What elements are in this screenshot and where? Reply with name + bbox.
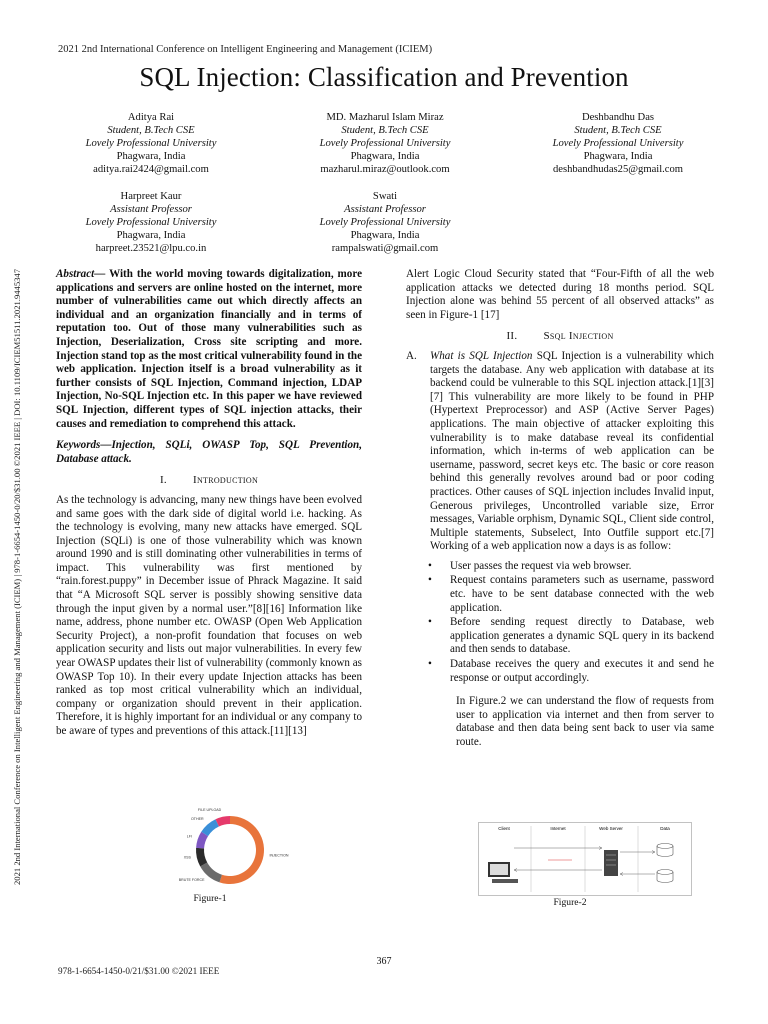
subsection-heading: What is SQL Injection <box>430 349 533 362</box>
author-location: Phagwara, India <box>350 151 420 162</box>
list-item-text: Request contains parameters such as username, password etc. have to be sent database connected with the web application. <box>450 574 714 614</box>
author-location: Phagwara, India <box>116 151 186 162</box>
abstract-label: Abstract— <box>56 268 106 280</box>
author-role: Student, B.Tech CSE <box>341 125 429 136</box>
lane-label-web-server: Web Server <box>599 826 623 831</box>
donut-label: FILE UPLOAD <box>197 807 222 812</box>
figure-2-flow-diagram <box>478 822 692 896</box>
lane-label-client: Client <box>498 826 510 831</box>
section-number: I. <box>159 474 167 487</box>
author-org: Lovely Professional University <box>552 138 684 149</box>
lane-label-internet: Internet <box>550 826 566 831</box>
author-location: Phagwara, India <box>116 230 186 241</box>
list-item-text: Database receives the query and executes it and send he response or output accordingly. <box>450 658 714 684</box>
author-email: aditya.rai2424@gmail.com <box>93 164 209 175</box>
subsection-a-text <box>430 350 714 554</box>
paper-title: SQL Injection: Classification and Prevention <box>139 62 629 92</box>
author-name: Aditya Rai <box>127 112 175 123</box>
author-4 <box>36 190 266 255</box>
abstract-text: With the world moving towards digitalization, more applications and servers are online hosted on the internet, more number of vulnerabilities came out which directly affects an individual and an organization financially and in terms of reputation too. Out of those many vulnerabilities such as Injection, Deserialization, Cross site scripting and more. Injection stand top as the most critical vulnerability found in the web application. Injection itself is a broad vulnerability as it further consists of SQL Injection, Command injection, LDAP Injection, No-SQL Injection etc. In this paper we have reviewed SQL Injection, different types of SQL injection attacks, their causes and remediation to comprehend this attack. <box>56 268 362 430</box>
author-1 <box>36 111 266 176</box>
web-server-icon <box>604 850 618 876</box>
donut-label: BRUTE FORCE <box>178 877 205 882</box>
author-email: mazharul.miraz@outlook.com <box>320 164 450 175</box>
list-item-text: Before sending request directly to Database, web application generates a dynamic SQL query in its backend and then sends to database. <box>450 616 714 656</box>
author-role: Assistant Professor <box>110 204 192 215</box>
author-email: rampalswati@gmail.com <box>331 243 439 254</box>
author-name: Swati <box>372 191 398 202</box>
lane-label-data: Data <box>660 826 670 831</box>
intro-paragraph: As the technology is advancing, many new things have been evolved and same goes with the dark side of digital world i.e. hacking. As the technology is evolving, many new attacks have emerged. SQL Injection (SQLi) is one of those vulnerability which was known around 1990 and is still dominating other vulnerabilities in terms of impact. This vulnerability was first mentioned by “rain.forest.puppy” in December issue of Phrack Magazine. It said that “A Microsoft SQL server is possibly showing sensitive data through the input given by a normal user.”[8][16] Information like name, address, phone number etc. OWASP (Open Web Application Security Project), a non-profit foundation that focuses on web application security and lists out major vulnerabilities. In every few year OWASP updates their list of vulnerability (commonly known as OWASP Top 10). In their every update Injection attacks has been ranked as top most critical vulnerability which an individual, company or organization should prevent in their application. Therefore, it is highly important for an individual or any company to be aware of types and preventions of this attack.[11][13] <box>56 493 362 737</box>
author-role: Student, B.Tech CSE <box>574 125 662 136</box>
subsection-body: SQL Injection is a vulnerability which targets the database. Any web application with database at its backend could be vulnerable to this SQL injection attack.[1][3][7] This vulnerability are more likely to be found in PHP (Hypertext Preprocessor) and ASP (Active Server Pages) applications. The main objective of attacker exploiting this vulnerability is to make database reveal its confidential information, which in-terms of web application can be username, password, secret keys etc. The basic or core reason behind this generally revolves around bad or poor coding practices. Other causes of SQL injection includes Invalid input, Generous privileges, Uncontrolled variable size, Error messages, Variable orphism, Dynamic SQL, Client side control, Multiple statements, Subselect, Into Outfile support etc.[7] Working of a web application now a days is as follow: <box>430 349 714 553</box>
list-item <box>428 658 714 685</box>
bullet-icon: • <box>428 559 432 572</box>
right-intro-paragraph: Alert Logic Cloud Security stated that “Four-Fifth of all the web application attacks we detected during 18 months period. SQL Injection alone was behind 55 percent of all observed attacks” as seen in Figure-1 [17] <box>406 268 714 321</box>
author-location: Phagwara, India <box>350 230 420 241</box>
figure-1-donut-chart <box>160 807 289 892</box>
donut-label: LFI <box>186 834 192 839</box>
author-3 <box>503 111 733 176</box>
subsection-label: A. <box>406 349 417 362</box>
left-column <box>56 268 362 739</box>
author-org: Lovely Professional University <box>85 138 217 149</box>
author-org: Lovely Professional University <box>319 138 451 149</box>
subsection-a <box>406 350 714 554</box>
author-5 <box>270 190 500 255</box>
abstract <box>56 268 362 431</box>
author-org: Lovely Professional University <box>319 217 451 228</box>
author-name: Harpreet Kaur <box>120 191 182 202</box>
list-item-text: User passes the request via web browser. <box>450 559 632 572</box>
author-2 <box>270 111 500 176</box>
section-number: II. <box>506 330 518 343</box>
author-role: Assistant Professor <box>344 204 426 215</box>
author-role: Student, B.Tech CSE <box>107 125 195 136</box>
conference-header: 2021 2nd International Conference on Intelligent Engineering and Management (ICIEM) <box>58 44 433 55</box>
author-location: Phagwara, India <box>583 151 653 162</box>
section-title: Introduction <box>192 474 259 487</box>
right-column <box>406 268 714 750</box>
footer-copyright: 978-1-6654-1450-0/21/$31.00 ©2021 IEEE <box>58 966 220 976</box>
author-email: harpreet.23521@lpu.co.in <box>95 243 207 254</box>
author-name: Deshbandhu Das <box>581 112 655 123</box>
figure-1-caption: Figure-1 <box>193 893 227 904</box>
bullet-icon: • <box>428 658 432 671</box>
figure-2-caption: Figure-2 <box>553 897 587 908</box>
section-heading-sql-injection <box>406 330 714 344</box>
donut-label: INJECTION <box>269 853 289 858</box>
list-item <box>428 574 714 615</box>
author-org: Lovely Professional University <box>85 217 217 228</box>
keywords: Keywords—Injection, SQLi, OWASP Top, SQL Prevention, Database attack. <box>56 439 362 465</box>
donut-slice-injection <box>219 816 264 884</box>
list-item <box>428 616 714 657</box>
list-item <box>428 559 714 574</box>
figure-2-description: In Figure.2 we can understand the flow of requests from user to application via internet and then from server to database and then data being sent back to user via same route. <box>456 695 714 748</box>
donut-label: XSS <box>183 855 191 860</box>
page-number: 367 <box>376 956 392 967</box>
section-title: Ssql Injection <box>543 330 614 343</box>
section-heading-introduction <box>56 474 362 488</box>
bullet-icon: • <box>428 616 432 629</box>
author-name: MD. Mazharul Islam Miraz <box>326 112 444 123</box>
bullet-icon: • <box>428 574 432 587</box>
author-email: deshbandhudas25@gmail.com <box>552 164 684 175</box>
side-doi-note: 2021 2nd International Conference on Intelligent Engineering and Management (ICIEM) | 978-1-6654-1450-0/20/$31.00 ©2021 IEEE | DOI: 10.1109/ICIEM51511.2021.9445347 <box>12 268 22 885</box>
donut-label: OTHER <box>190 816 204 821</box>
request-flow-list <box>406 560 714 685</box>
